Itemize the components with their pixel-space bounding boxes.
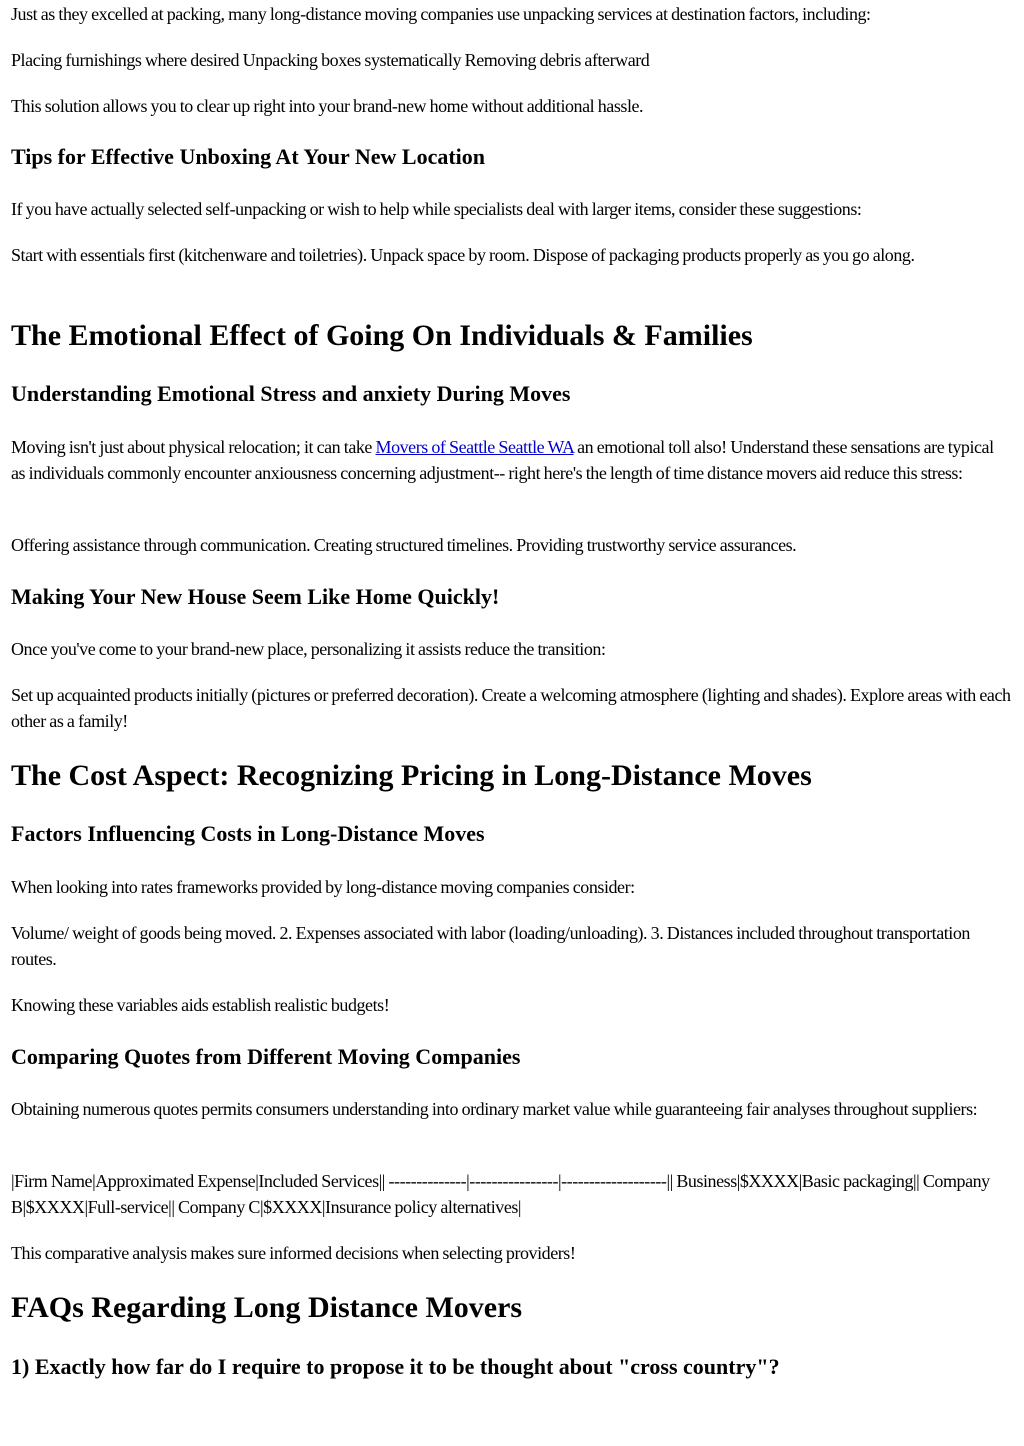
- paragraph-solution: This solution allows you to clear up right into your brand-new home without additional hassle.: [11, 96, 644, 116]
- paragraph-rates-frameworks: When looking into rates frameworks provided by long-distance moving companies consider:: [11, 877, 635, 897]
- movers-of-seattle-link[interactable]: Movers of Seattle Seattle WA: [375, 437, 574, 457]
- heading-emotional-stress: Understanding Emotional Stress and anxiety During Moves: [11, 381, 571, 406]
- paragraph-essentials: Start with essentials first (kitchenware and toiletries). Unpack space by room. Dispose of packaging products properly as you go along.: [11, 245, 915, 265]
- paragraph-knowing-variables: Knowing these variables aids establish realistic budgets!: [11, 995, 390, 1015]
- paragraph-offering-assistance: Offering assistance through communication. Creating structured timelines. Providing trustworthy service assurances.: [11, 535, 797, 555]
- heading-tips-unboxing: Tips for Effective Unboxing At Your New Location: [11, 144, 486, 169]
- heading-faqs: FAQs Regarding Long Distance Movers: [11, 1291, 523, 1324]
- paragraph-unpacking-list: Placing furnishings where desired Unpacking boxes systematically Removing debris afterward: [11, 50, 650, 70]
- paragraph-set-up-products: Set up acquainted products initially (pictures or preferred decoration). Create a welcoming atmosphere (lighting and shades). Explore areas with each other as a family!: [11, 685, 1011, 731]
- paragraph-comparative-analysis: This comparative analysis makes sure informed decisions when selecting providers!: [11, 1243, 576, 1263]
- paragraph-text-before-link: Moving isn't just about physical relocation; it can take: [11, 437, 376, 457]
- paragraph-unpacking-services: Just as they excelled at packing, many long-distance moving companies use unpacking services at destination factors, including:: [11, 4, 871, 24]
- paragraph-volume-weight: Volume/ weight of goods being moved. 2. Expenses associated with labor (loading/unloading). 3. Distances included throughout transportation routes.: [11, 923, 970, 969]
- heading-cost-aspect: The Cost Aspect: Recognizing Pricing in Long-Distance Moves: [11, 759, 812, 792]
- heading-comparing-quotes: Comparing Quotes from Different Moving Companies: [11, 1044, 521, 1069]
- paragraph-self-unpacking: If you have actually selected self-unpacking or wish to help while specialists deal with larger items, consider these suggestions:: [11, 199, 862, 219]
- paragraph-text-after-link: an emotional toll also! Understand these sensations are typical as individuals commonly encounter anxiousness concerning adjustment-- right here's the length of time distance movers aid reduce this stress:: [11, 437, 994, 483]
- heading-faq-question-1: 1) Exactly how far do I require to propose it to be thought about "cross country"?: [11, 1354, 780, 1379]
- paragraph-quotes-table-text: |Firm Name|Approximated Expense|Included Services|| --------------|----------------|-------------------|| Business|$XXXX|Basic packaging|| Company B|$XXXX|Full-service|| Company C|$XXXX|Insurance policy alternatives|: [11, 1171, 990, 1217]
- paragraph-moving-emotional: [11, 434, 1011, 486]
- heading-new-house-home: Making Your New House Seem Like Home Quickly!: [11, 584, 500, 609]
- paragraph-personalizing: Once you've come to your brand-new place, personalizing it assists reduce the transition:: [11, 639, 606, 659]
- heading-emotional-effect: The Emotional Effect of Going On Individuals & Families: [11, 319, 753, 352]
- heading-factors-costs: Factors Influencing Costs in Long-Distance Moves: [11, 821, 485, 846]
- paragraph-obtaining-quotes: Obtaining numerous quotes permits consumers understanding into ordinary market value while guaranteeing fair analyses throughout suppliers:: [11, 1099, 978, 1119]
